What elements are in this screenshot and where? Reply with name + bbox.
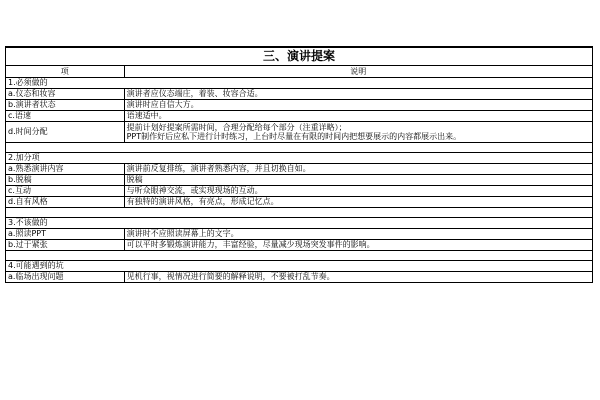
header-item: 项 [6,66,125,78]
description-line: 与听众眼神交流，或实现现场的互动。 [126,186,263,195]
description-line: 可以平时多锻炼演讲能力，丰富经验，尽量减少现场突发事件的影响。 [126,240,375,249]
description-line: PPT制作好后应私下进行计时练习，上台时尽量在有限的时间内把想要展示的内容都展示出来。 [126,132,462,141]
header-description: 说明 [124,66,592,78]
spacer-cell [6,143,593,153]
proposal-table [5,46,593,283]
table-row [6,186,593,197]
table-row [6,122,593,143]
header-row [6,66,593,78]
description-cell [124,111,592,122]
description-line: 有独特的演讲风格，有亮点，形成记忆点。 [126,197,279,206]
table-title: 三、演讲提案 [6,47,593,66]
section-row [6,261,593,272]
section-title: 1.必须做的 [6,78,125,89]
description-cell [124,229,592,240]
item-cell: b.脱稿 [6,175,125,186]
description-line: 演讲时不应照读屏幕上的文字。 [126,229,239,238]
spacer-cell [6,251,593,261]
table-row [6,100,593,111]
section-fill [124,261,592,272]
section-fill [124,153,592,164]
item-cell: b.过于紧张 [6,240,125,251]
item-cell: c.语速 [6,111,125,122]
item-cell: a.仪态和妆容 [6,89,125,100]
section-title: 2.加分项 [6,153,125,164]
description-cell [124,272,592,283]
item-cell: c.互动 [6,186,125,197]
item-cell: b.演讲者状态 [6,100,125,111]
table-row [6,175,593,186]
description-cell [124,175,592,186]
section-fill [124,78,592,89]
description-line: 演讲前反复排练，演讲者熟悉内容，并且切换自如。 [126,164,311,173]
item-cell: a.照读PPT [6,229,125,240]
description-cell [124,89,592,100]
proposal-sheet [5,46,593,283]
table-row [6,164,593,175]
spacer-row [6,143,593,153]
description-line: 演讲时应自信大方。 [126,100,199,109]
table-row [6,89,593,100]
spacer-row [6,208,593,218]
table-row [6,229,593,240]
section-row [6,218,593,229]
section-title: 3.不该做的 [6,218,125,229]
item-cell: a.临场出现问题 [6,272,125,283]
section-fill [124,218,592,229]
table-row [6,111,593,122]
description-cell [124,197,592,208]
table-body [6,47,593,283]
title-row [6,47,593,66]
description-cell [124,100,592,111]
section-row [6,78,593,89]
description-line: 见机行事，视情况进行简要的解释说明，不要被打乱节奏。 [126,272,335,281]
description-cell [124,164,592,175]
description-cell [124,122,592,143]
table-row [6,240,593,251]
description-cell [124,186,592,197]
section-title: 4.可能遇到的坑 [6,261,125,272]
description-line: 语速适中。 [126,111,167,120]
table-row [6,197,593,208]
description-line: 演讲者应仪态端庄，着装、妆容合适。 [126,89,263,98]
section-row [6,153,593,164]
item-cell: a.熟悉演讲内容 [6,164,125,175]
spacer-cell [6,208,593,218]
description-line: 脱稿 [126,175,143,184]
table-row [6,272,593,283]
item-cell: d.自有风格 [6,197,125,208]
item-cell: d.时间分配 [6,122,125,143]
description-cell [124,240,592,251]
description-line: 提前计划好提案所需时间，合理分配给每个部分（注重详略）； [126,123,347,132]
spacer-row [6,251,593,261]
